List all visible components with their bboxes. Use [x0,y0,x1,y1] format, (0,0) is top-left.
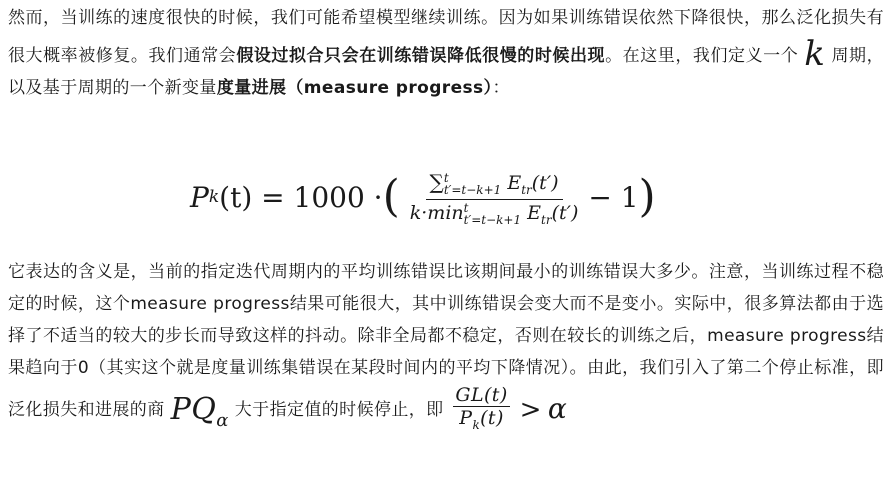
explanation-text-2: 大于指定值的时候停止，即 [234,399,444,420]
num-body-arg: (t′) [531,171,559,194]
intro-text-1: 然而，当训练的速度很快的时候，我们可能希望模型继续训练。因为如果训练错误依然下降很快，那么泛化损失有很大概率被修复。我们通常会 [8,8,884,66]
display-formula-progress [190,162,750,232]
den-body: E [527,201,542,224]
inline-math-pq-alpha [165,391,235,431]
den-min-lower: t′=t−k+1 [463,212,522,227]
paragraph-intro [8,2,884,104]
alpha-threshold: α [547,391,568,425]
inline-frac-denominator [453,407,509,436]
intro-bold-hypothesis: 假设过拟合只会在训练错误降低很慢的时候出现 [236,46,606,66]
formula-close-paren: ) [638,171,656,222]
num-body: E [507,171,522,194]
inline-frac-numerator: GL(t) [455,384,508,406]
pq-subscript: α [216,409,229,431]
num-sum-lower: t′=t−k+1 [443,182,502,197]
num-body-sub: tr [521,182,532,197]
den-body-sub: tr [541,212,552,227]
den-prefix: k·min [409,201,464,224]
inline-fraction-gl-over-p [453,384,509,436]
pq-symbol: PQ [170,391,217,427]
intro-text-2: 。在这里，我们定义一个 [605,46,799,66]
intro-text-3: 周期，以及基于周期的一个新变量 [8,46,884,98]
formula-fraction [406,170,583,227]
formula-denominator [406,200,583,227]
greater-than-sign: > [519,394,542,425]
explanation-text-1: 它表达的含义是，当前的指定迭代周期内的平均训练错误比该期间最小的训练错误大多少。注意，当训练过程不稳定的时候，这个measure progress结果可能很大，其中训练错误会变大而不是变小。实际中，很多算法都由于选择了不适当的较大的步长而导致这样的抖动。除非全局都不稳定，否则在较长的训练之后，measure progress结果趋向于0（其实这个就是度量训练集错误在某段时间内的平均下降情况）。由此，我们引入了第二个停止标准，即泛化损失和进展的商 [8,262,884,420]
formula-lhs: P [190,180,209,214]
formula-open-paren: ( [382,171,400,222]
inline-math-k: k [804,34,826,74]
den-body-arg: (t′) [551,201,579,224]
inline-frac-den-arg: (t) [480,407,504,429]
paragraph-explanation [8,256,884,436]
inline-frac-den-sub: k [472,417,481,432]
intro-bold-measure-progress: 度量进展（measure progress） [216,78,493,98]
den-min-upper: t [463,200,469,215]
sum-symbol: ∑ [429,169,444,194]
intro-text-4: ： [492,78,510,98]
formula-numerator [426,170,563,200]
formula-lhs-arg: (t) = 1000 · [219,180,383,214]
inline-frac-den-p: P [459,407,473,429]
formula-tail: − 1 [588,180,639,214]
num-sum-upper: t [443,170,449,185]
formula-lhs-sub: k [208,187,220,207]
